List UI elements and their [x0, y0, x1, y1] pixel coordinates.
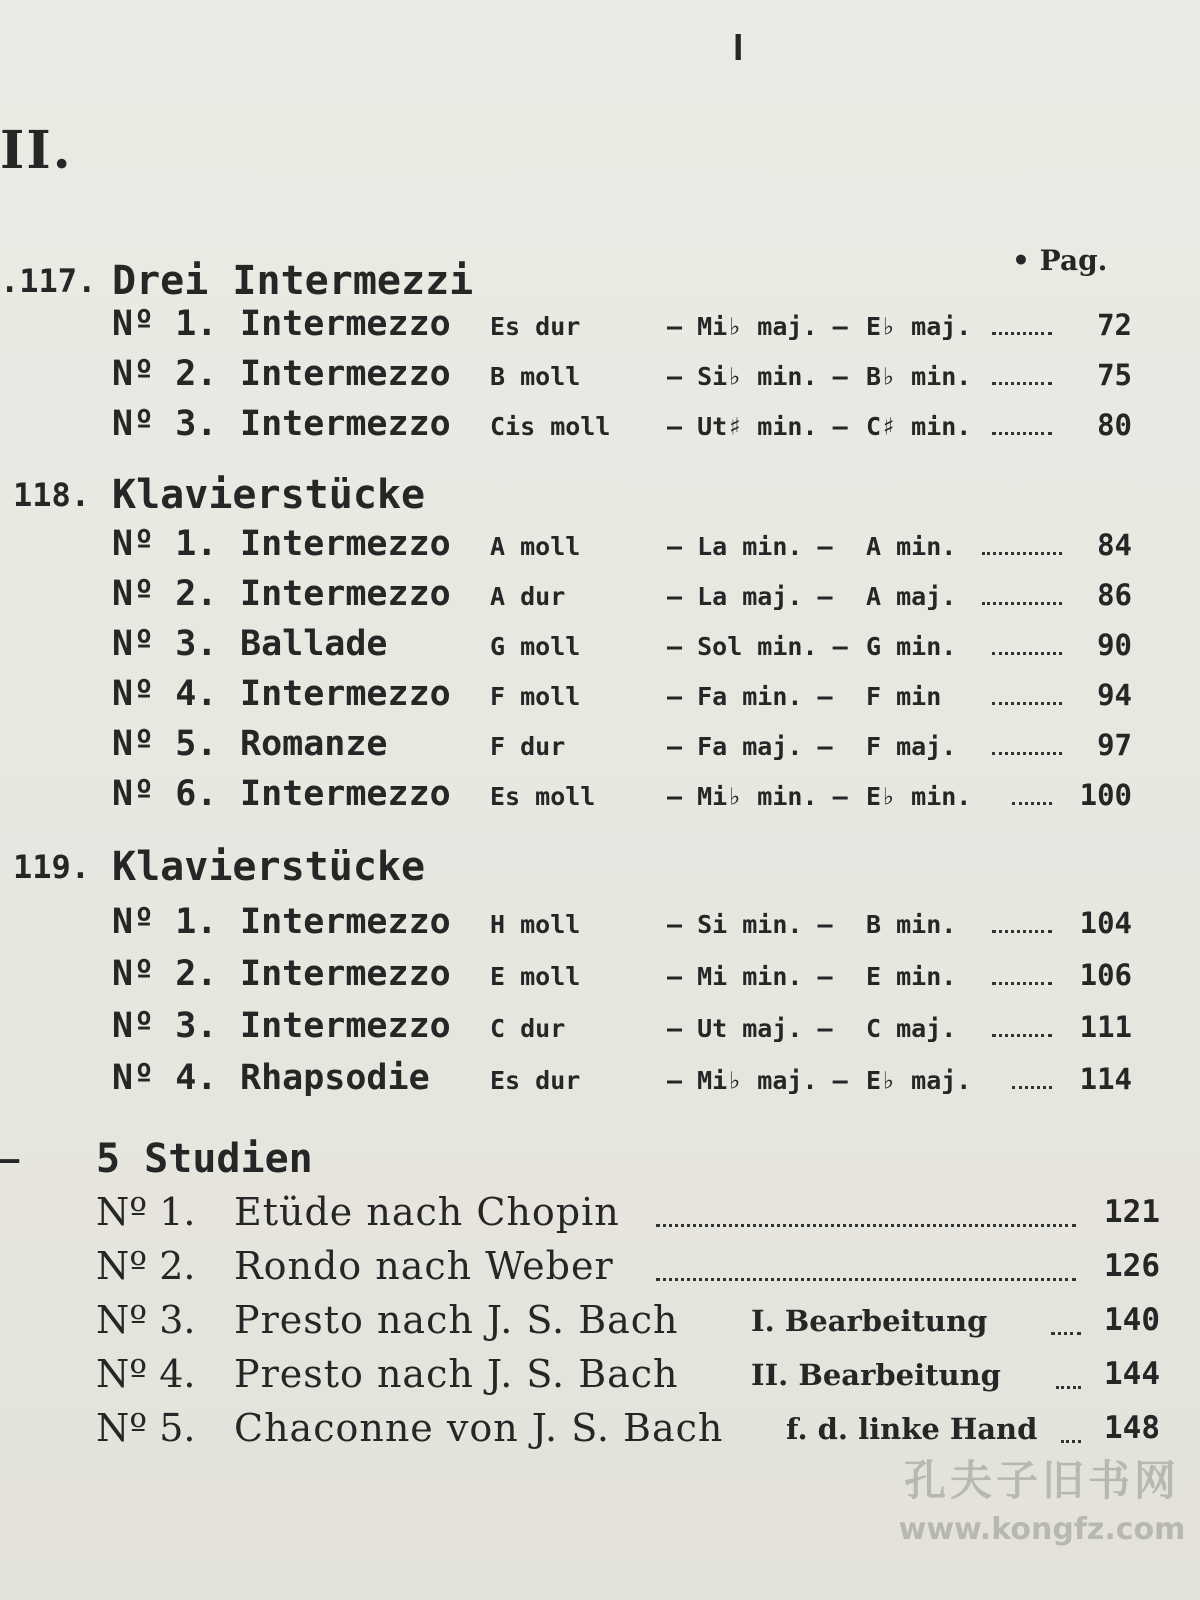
- leader-dots: [992, 702, 1062, 705]
- page-number: 97: [1097, 728, 1132, 762]
- opus-title: Drei Intermezzi: [112, 258, 474, 304]
- page-number: 106: [1079, 958, 1132, 992]
- opus-title: Klavierstücke: [112, 844, 426, 890]
- key-german: F dur: [490, 732, 566, 761]
- page-number: 80: [1097, 408, 1132, 442]
- entry-number: Nº 3.: [112, 1006, 218, 1046]
- page-number: 90: [1097, 628, 1132, 662]
- entry-title: Intermezzo: [240, 674, 451, 714]
- entry-number: Nº 5.: [112, 724, 218, 764]
- entry-title: Etüde nach Chopin: [234, 1190, 620, 1234]
- study-entry: [96, 1244, 1160, 1300]
- entry-title: Romanze: [240, 724, 388, 764]
- page-number: 126: [1104, 1248, 1160, 1284]
- leader-dots: [992, 752, 1062, 755]
- leader-dots: [992, 382, 1052, 385]
- page-number: 111: [1079, 1010, 1132, 1044]
- key-german: Es dur: [490, 312, 581, 341]
- entry-number: Nº 2.: [112, 574, 218, 614]
- toc-entry: [112, 404, 1132, 452]
- key-german: C dur: [490, 1014, 566, 1043]
- entry-title: Intermezzo: [240, 404, 451, 444]
- toc-entry: [112, 304, 1132, 352]
- page-number: 144: [1104, 1356, 1160, 1392]
- key-english: E♭ maj.: [866, 1066, 972, 1095]
- key-english: A maj.: [866, 582, 957, 611]
- toc-entry: [112, 1006, 1132, 1054]
- entry-number: Nº 2.: [96, 1244, 196, 1288]
- key-english: F maj.: [866, 732, 957, 761]
- entry-number: Nº 6.: [112, 774, 218, 814]
- key-german: H moll: [490, 910, 581, 939]
- key-english: G min.: [866, 632, 957, 661]
- key-german: F moll: [490, 682, 581, 711]
- leader-dots: [656, 1224, 1076, 1227]
- key-french: — Mi♭ maj. —: [667, 1066, 848, 1095]
- watermark: [892, 1448, 1192, 1547]
- entry-title: Presto nach J. S. Bach: [234, 1352, 679, 1396]
- toc-entry: [112, 524, 1132, 572]
- key-german: Es moll: [490, 782, 596, 811]
- toc-entry: [112, 624, 1132, 672]
- key-english: E♭ maj.: [866, 312, 972, 341]
- key-german: A moll: [490, 532, 581, 561]
- leader-dots: [1061, 1440, 1081, 1443]
- page-number: 148: [1104, 1410, 1160, 1446]
- entry-suffix: I. Bearbeitung: [751, 1304, 988, 1338]
- key-french: — Si♭ min. —: [667, 362, 848, 391]
- leader-dots: [1012, 1086, 1052, 1089]
- page-number: 75: [1097, 358, 1132, 392]
- entry-number: Nº 1.: [96, 1190, 196, 1234]
- entry-title: Intermezzo: [240, 774, 451, 814]
- leader-dots: [992, 332, 1052, 335]
- key-english: A min.: [866, 532, 957, 561]
- page-number: 104: [1079, 906, 1132, 940]
- entry-number: Nº 3.: [112, 404, 218, 444]
- page-number: 140: [1104, 1302, 1160, 1338]
- top-mark: ǀ: [733, 28, 744, 61]
- leader-dots: [1012, 802, 1052, 805]
- page-number: 84: [1097, 528, 1132, 562]
- key-german: Cis moll: [490, 412, 611, 441]
- key-french: — Mi♭ min. —: [667, 782, 848, 811]
- entry-title: Chaconne von J. S. Bach: [234, 1406, 724, 1450]
- entry-suffix: II. Bearbeitung: [751, 1358, 1001, 1392]
- key-french: — Ut maj. —: [667, 1014, 833, 1043]
- study-entry: [96, 1352, 1160, 1408]
- key-english: E♭ min.: [866, 782, 972, 811]
- page-number: 86: [1097, 578, 1132, 612]
- entry-title: Intermezzo: [240, 304, 451, 344]
- opus-number: 118.: [12, 476, 90, 514]
- page-number: 94: [1097, 678, 1132, 712]
- key-german: Es dur: [490, 1066, 581, 1095]
- leader-dots: [1056, 1386, 1081, 1389]
- toc-entry: [112, 724, 1132, 772]
- leader-dots: [992, 982, 1052, 985]
- entry-number: Nº 4.: [112, 1058, 218, 1098]
- key-english: B min.: [866, 910, 957, 939]
- opus-number: 119.: [12, 848, 90, 886]
- entry-number: Nº 2.: [112, 354, 218, 394]
- entry-title: Presto nach J. S. Bach: [234, 1298, 679, 1342]
- key-french: — La maj. —: [667, 582, 833, 611]
- key-german: A dur: [490, 582, 566, 611]
- key-german: B moll: [490, 362, 581, 391]
- leader-dots: [1051, 1332, 1081, 1335]
- leader-dots: [992, 1034, 1052, 1037]
- entry-title: Intermezzo: [240, 1006, 451, 1046]
- toc-entry: [112, 1058, 1132, 1106]
- part-label: II.: [0, 120, 73, 181]
- key-french: — La min. —: [667, 532, 833, 561]
- entry-number: Nº 4.: [112, 674, 218, 714]
- entry-title: Ballade: [240, 624, 388, 664]
- key-english: F min: [866, 682, 942, 711]
- key-german: E moll: [490, 962, 581, 991]
- watermark-text: 孔夫子旧书网: [903, 1456, 1180, 1505]
- toc-entry: [112, 674, 1132, 722]
- entry-number: Nº 4.: [96, 1352, 196, 1396]
- key-french: — Ut♯ min. —: [667, 412, 848, 441]
- key-english: C♯ min.: [866, 412, 972, 441]
- entry-number: Nº 1.: [112, 524, 218, 564]
- page-number: 114: [1079, 1062, 1132, 1096]
- entry-title: Intermezzo: [240, 574, 451, 614]
- studies-title: 5 Studien: [96, 1136, 313, 1182]
- key-french: — Si min. —: [667, 910, 833, 939]
- leader-dots: [992, 652, 1062, 655]
- study-entry: [96, 1190, 1160, 1246]
- toc-entry: [112, 902, 1132, 950]
- entry-number: Nº 1.: [112, 902, 218, 942]
- entry-number: Nº 3.: [112, 624, 218, 664]
- toc-entry: [112, 354, 1132, 402]
- studies-dash: —: [0, 1140, 20, 1178]
- entry-number: Nº 2.: [112, 954, 218, 994]
- key-english: C maj.: [866, 1014, 957, 1043]
- page-number: 121: [1104, 1194, 1160, 1230]
- entry-title: Intermezzo: [240, 902, 451, 942]
- entry-number: Nº 3.: [96, 1298, 196, 1342]
- key-french: — Fa min. —: [667, 682, 833, 711]
- leader-dots: [992, 432, 1052, 435]
- leader-dots: [982, 552, 1062, 555]
- key-english: E min.: [866, 962, 957, 991]
- key-english: B♭ min.: [866, 362, 972, 391]
- entry-suffix: f. d. linke Hand: [786, 1412, 1038, 1446]
- pag-column-label: • Pag.: [1012, 244, 1108, 277]
- page-number: 72: [1097, 308, 1132, 342]
- entry-title: Intermezzo: [240, 354, 451, 394]
- study-entry: [96, 1298, 1160, 1354]
- leader-dots: [992, 930, 1052, 933]
- key-french: — Sol min. —: [667, 632, 848, 661]
- leader-dots: [982, 602, 1062, 605]
- key-french: — Fa maj. —: [667, 732, 833, 761]
- page-number: 100: [1079, 778, 1132, 812]
- toc-entry: [112, 954, 1132, 1002]
- leader-dots: [656, 1278, 1076, 1281]
- entry-title: Intermezzo: [240, 524, 451, 564]
- key-german: G moll: [490, 632, 581, 661]
- entry-number: Nº 1.: [112, 304, 218, 344]
- entry-title: Rhapsodie: [240, 1058, 430, 1098]
- toc-entry: [112, 774, 1132, 822]
- toc-entry: [112, 574, 1132, 622]
- opus-title: Klavierstücke: [112, 472, 426, 518]
- opus-number: .117.: [0, 262, 97, 300]
- entry-title: Intermezzo: [240, 954, 451, 994]
- key-french: — Mi min. —: [667, 962, 833, 991]
- watermark-url: www.kongfz.com: [898, 1512, 1186, 1547]
- entry-number: Nº 5.: [96, 1406, 196, 1450]
- entry-title: Rondo nach Weber: [234, 1244, 614, 1288]
- key-french: — Mi♭ maj. —: [667, 312, 848, 341]
